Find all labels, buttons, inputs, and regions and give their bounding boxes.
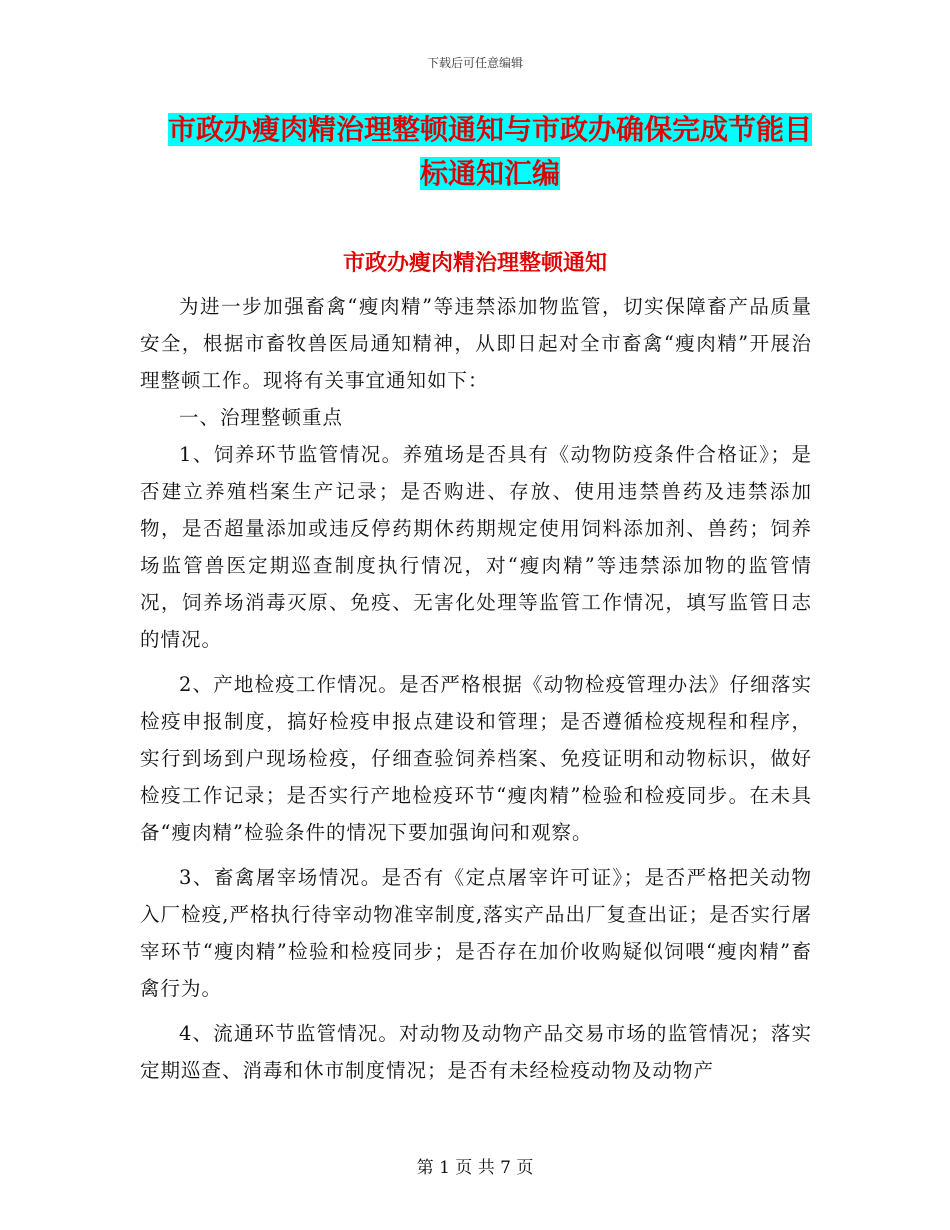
paragraph-item-4: 4、流通环节监管情况。对动物及动物产品交易市场的监管情况；落实定期巡查、消毒和休市制度情况；是否有未经检疫动物及动物产 bbox=[140, 1022, 812, 1082]
paragraph-heading-1: 一、治理整顿重点 bbox=[179, 406, 344, 429]
section-title: 市政办瘦肉精治理整顿通知 bbox=[342, 250, 607, 276]
document-body bbox=[140, 288, 812, 1089]
page-footer: 第 1 页 共 7 页 bbox=[416, 1158, 534, 1178]
paragraph-item-2: 2、产地检疫工作情况。是否严格根据《动物检疫管理办法》仔细落实检疫申报制度，搞好检疫申报点建设和管理；是否遵循检疫规程和程序，实行到场到户现场检疫，仔细查验饲养档案、免疫证明和动物标识，做好检疫工作记录；是否实行产地检疫环节“瘦肉精”检验和检疫同步。在未具备“瘦肉精”检验条件的情况下要加强询问和观察。 bbox=[140, 673, 812, 844]
document-title bbox=[140, 108, 840, 196]
paragraph-item-3: 3、畜禽屠宰场情况。是否有《定点屠宰许可证》；是否严格把关动物入厂检疫,严格执行待宰动物准宰制度,落实产品出厂复查出证；是否实行屠宰环节“瘦肉精”检验和检疫同步；是否存在加价收购疑似饲喂“瘦肉精”畜禽行为。 bbox=[140, 866, 812, 1000]
document-title-line-2: 标通知汇编 bbox=[419, 157, 560, 190]
paragraph-intro: 为进一步加强畜禽“瘦肉精”等违禁添加物监管，切实保障畜产品质量安全，根据市畜牧兽医局通知精神，从即日起对全市畜禽“瘦肉精”开展治理整顿工作。现将有关事宜通知如下： bbox=[140, 295, 812, 392]
paragraph-item-1: 1、饲养环节监管情况。养殖场是否具有《动物防疫条件合格证》；是否建立养殖档案生产记录；是否购进、存放、使用违禁兽药及违禁添加物，是否超量添加或违反停药期休药期规定使用饲料添加剂、兽药；饲养场监管兽医定期巡查制度执行情况，对“瘦肉精”等违禁添加物的监管情况，饲养场消毒灭原、免疫、无害化处理等监管工作情况，填写监管日志的情况。 bbox=[140, 443, 812, 651]
header-note: 下载后可任意编辑 bbox=[426, 56, 523, 70]
document-title-line-1: 市政办瘦肉精治理整顿通知与市政办确保完成节能目 bbox=[167, 113, 812, 146]
